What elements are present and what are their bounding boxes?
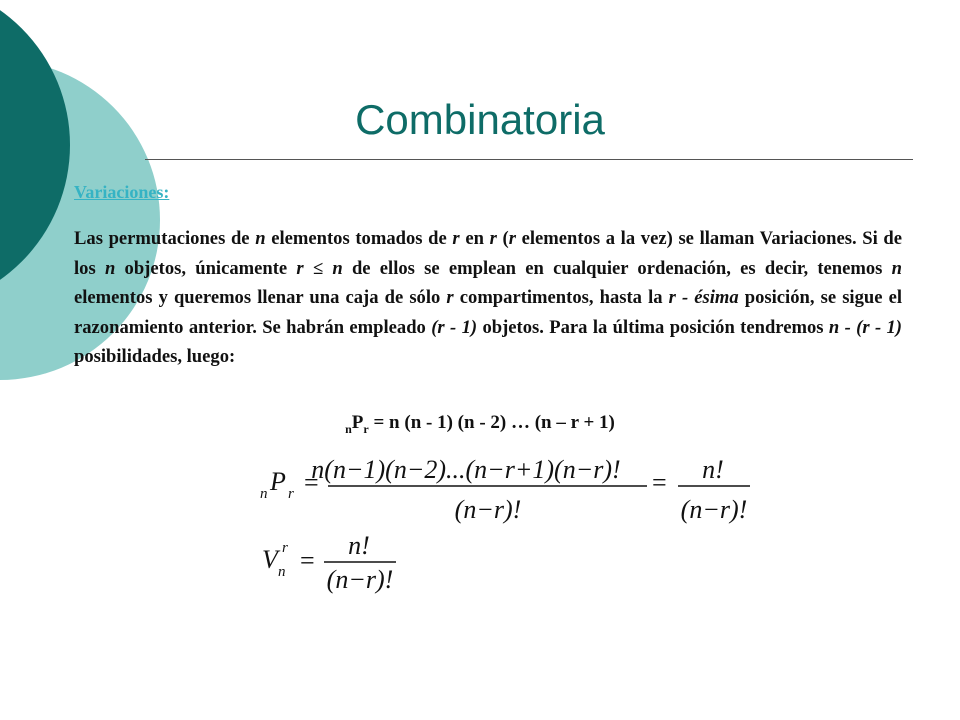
- paragraph-italic-run: r: [489, 228, 497, 249]
- product-formula: [0, 412, 960, 437]
- paragraph-text-run: compartimentos, hasta la: [453, 287, 669, 308]
- lhs-sup-r: r: [282, 540, 288, 556]
- paragraph-text-run: Las permutaciones de: [74, 228, 256, 249]
- paragraph-italic-run: (r - 1): [431, 316, 478, 338]
- variation-equation: [258, 448, 758, 528]
- paragraph-text-run: en: [459, 228, 490, 249]
- paragraph-italic-run: r: [452, 228, 460, 249]
- paragraph-italic-run: n: [891, 257, 902, 279]
- paragraph-italic-run: n - (r - 1): [828, 316, 902, 338]
- paragraph-italic-run: r: [508, 228, 516, 249]
- fraction2-denominator: (n−r)!: [680, 495, 748, 524]
- paragraph-text-run: de ellos se emplean en cualquier ordenación, es decir, tenemos: [342, 257, 892, 279]
- fraction1-numerator: n(n−1)(n−2)...(n−r+1)(n−r)!: [311, 455, 621, 484]
- fraction2-numerator: n!: [702, 455, 724, 484]
- paragraph-italic-run: n: [104, 257, 116, 279]
- equals-sign-1: =: [304, 468, 319, 497]
- lhs-base-p: P: [270, 467, 286, 496]
- variation-notation-equation: [258, 530, 418, 594]
- paragraph-italic-run: r ≤ n: [296, 257, 343, 279]
- lhs-sub-r: r: [288, 486, 294, 502]
- paragraph-italic-run: n: [255, 228, 266, 249]
- fraction-numerator: n!: [348, 531, 370, 560]
- paragraph-text-run: elementos tomados de: [265, 228, 453, 249]
- equals-sign: =: [300, 546, 315, 575]
- equals-sign-2: =: [652, 468, 667, 497]
- lhs-pre-n: n: [260, 486, 268, 502]
- lhs-base-v: V: [262, 545, 278, 574]
- fraction1-denominator: (n−r)!: [454, 495, 522, 524]
- paragraph-text-run: elementos y queremos llenar una caja de sólo: [74, 287, 447, 308]
- slide-title: Combinatoria: [355, 96, 605, 143]
- formula-base-p: P: [351, 412, 364, 433]
- title-divider: [145, 159, 913, 160]
- paragraph-text-run: elementos a la vez) se llaman Variaciones. Si de los: [74, 228, 903, 279]
- formula-rest: = n (n - 1) (n - 2) … (n – r + 1): [368, 412, 615, 433]
- paragraph-text-run: objetos, únicamente: [115, 257, 297, 279]
- formula-prefix-n: n: [345, 421, 352, 436]
- formula-sub-r: r: [363, 421, 369, 436]
- paragraph-italic-run: r - ésima: [668, 287, 739, 308]
- section-heading: Variaciones:: [74, 182, 170, 202]
- fraction-denominator: (n−r)!: [326, 565, 394, 594]
- paragraph-text-run: objetos. Para la última posición tendremos: [477, 316, 829, 338]
- body-paragraph: [74, 224, 902, 372]
- paragraph-italic-run: r: [446, 287, 454, 308]
- paragraph-text-run: posibilidades, luego:: [74, 346, 236, 367]
- lhs-sub-n: n: [278, 564, 286, 580]
- paragraph-text-run: (: [496, 228, 509, 249]
- paragraph-text-run: posición, se sigue el razonamiento anterior. Se habrán empleado: [74, 287, 902, 338]
